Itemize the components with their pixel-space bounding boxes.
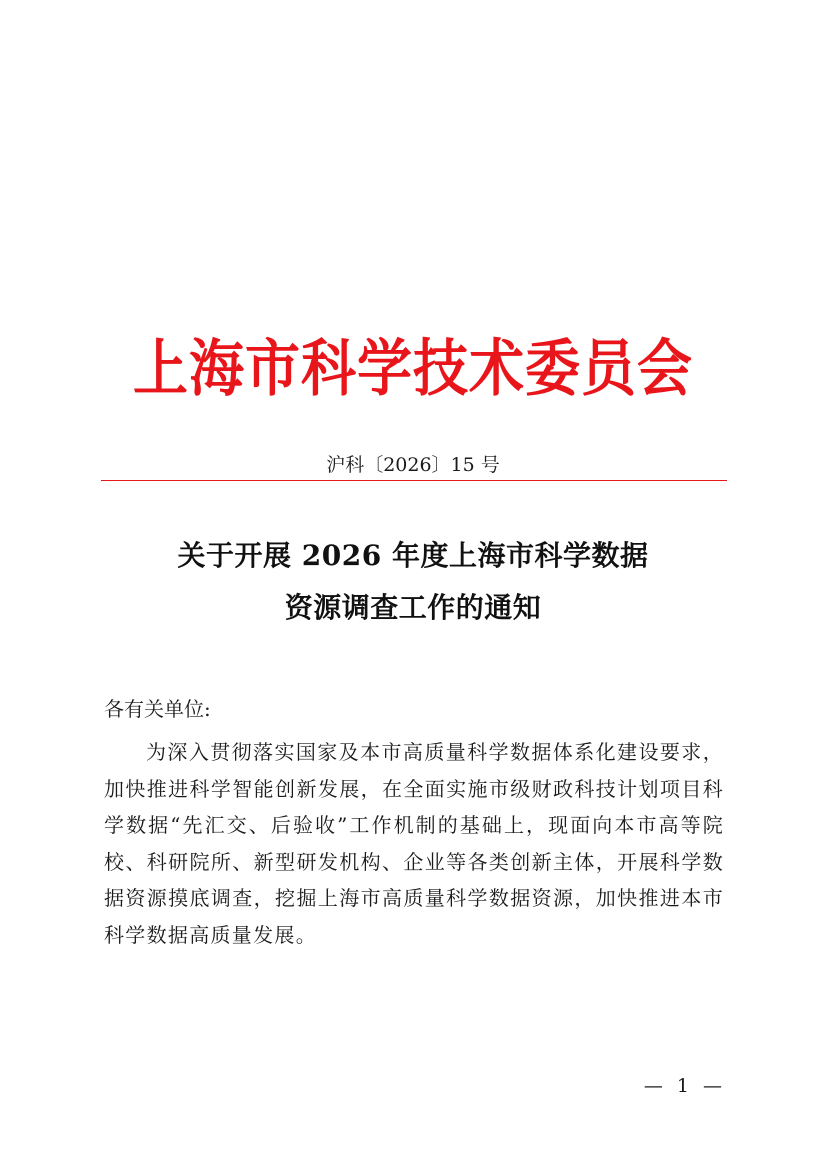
document-title-line-2: 资源调查工作的通知 <box>284 591 542 624</box>
document-title-line-1: 关于开展 2026 年度上海市科学数据 <box>177 539 649 572</box>
red-divider-line <box>101 480 727 481</box>
body-paragraph: 为深入贯彻落实国家及本市高质量科学数据体系化建设要求，加快推进科学智能创新发展，在全面实施市级财政科技计划项目科学数据“先汇交、后验收”工作机制的基础上，现面向本市高等院校、科研院所、新型研发机构、企业等各类创新主体，开展科学数据资源摸底调查，挖掘上海市高质量科学数据资源，加快推进本市科学数据高质量发展。 <box>104 740 724 947</box>
issuer-heading: 上海市科学技术委员会 <box>132 331 693 404</box>
page-number: — 1 — <box>643 1075 726 1097</box>
document-number: 沪科〔2026〕15 号 <box>326 454 500 476</box>
salutation: 各有关单位: <box>104 697 211 721</box>
